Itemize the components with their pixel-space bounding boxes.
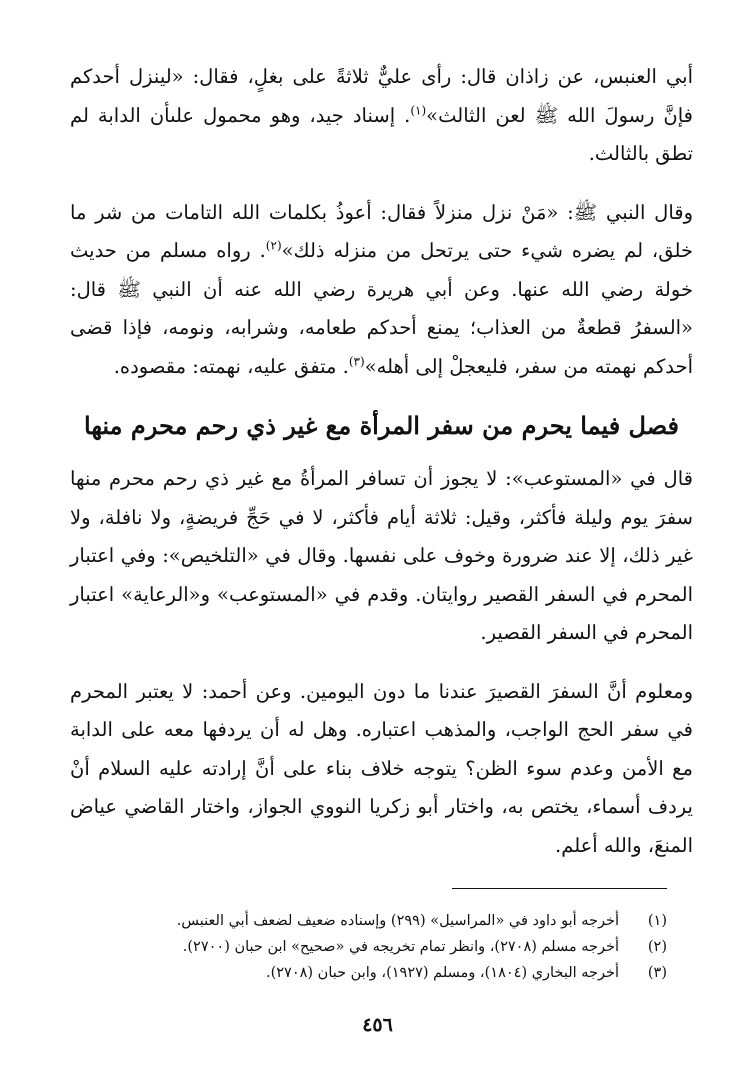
paragraph-3: قال في «المستوعب»: لا يجوز أن تسافر المرأةُ مع غير ذي رحم محرم منها سفرَ يوم وليلة فأكثر، وقيل: ثلاثة أيام فأكثر، لا في حَجِّ فريضةٍ، ولا نافلة، ولا غير ذلك، إلا عند ضرورة وخوف على نفسها. وقال في «التلخيص»: وفي اعتبار المحرم في السفر القصير روايتان. وقدم في «المستوعب» و«الرعاية» اعتبار المحرم في السفر القصير. <box>70 467 693 644</box>
footnote-2: (٢) أخرجه مسلم (٢٧٠٨)، وانظر تمام تخريجه في «صحيح» ابن حبان (٢٧٠٠). <box>182 939 667 955</box>
paragraph-2: وقال النبي ﷺ: «مَنْ نزل منزلاً فقال: أعوذُ بكلمات الله التامات من شر ما خلق، لم يضره شيء حتى يرتحل من منزله ذلك»$^{(٢)}$. رواه مسلم من حديث خولة رضي الله عنها. وعن أبي هريرة رضي الله عنه أن النبي ﷺ قال: «السفرُ قطعةٌ من العذاب؛ يمنع أحدكم طعامه، وشرابه، ونومه، فإذا قضى أحدكم نهمته من سفر، فليعجلْ إلى أهله»$^{(٣)}$. متفق عليه، نهمته: مقصوده. <box>70 200 693 378</box>
page-number: ٤٥٦ <box>362 1014 393 1036</box>
paragraph-4: ومعلوم أنَّ السفرَ القصيرَ عندنا ما دون اليومين. وعن أحمد: لا يعتبر المحرم في سفر الحج الواجب، والمذهب اعتباره. وهل له أن يردفها معه على الدابة مع الأمن وعدم سوء الظن؟ يتوجه خلاف بناء على أنَّ إرادته عليه السلام أنْ يردف أسماء، يختص به، واختار أبو زكريا النووي الجواز، واختار القاضي عياض المنعَ، والله أعلم. <box>70 679 693 857</box>
main-text <box>70 58 693 885</box>
footnotes <box>70 908 667 986</box>
footnote-1: (١) أخرجه أبو داود في «المراسيل» (٢٩٩) وإسناده ضعيف لضعف أبي العنبس. <box>176 913 667 929</box>
footnote-3: (٣) أخرجه البخاري (١٨٠٤)، ومسلم (١٩٢٧)، وابن حبان (٢٧٠٨). <box>265 965 667 981</box>
footnote-ref-3[interactable]: (٣) <box>348 354 365 368</box>
paragraph-1: أبي العنبس، عن زاذان قال: رأى عليٌّ ثلاثةً على بغلٍ، فقال: «لينزل أحدكم فإنَّ رسولَ الله ﷺ لعن الثالث»$^{(١)}$. إسناد جيد، وهو محمول علىأن الدابة لم تطق بالثالث. <box>70 65 693 165</box>
footnote-separator <box>452 888 667 889</box>
footnote-ref-2[interactable]: (٢) <box>265 238 282 253</box>
footnote-ref-1[interactable]: (١) <box>410 103 427 117</box>
section-heading: فصل فيما يحرم من سفر المرأة مع غير ذي رحم محرم منها <box>84 411 679 440</box>
